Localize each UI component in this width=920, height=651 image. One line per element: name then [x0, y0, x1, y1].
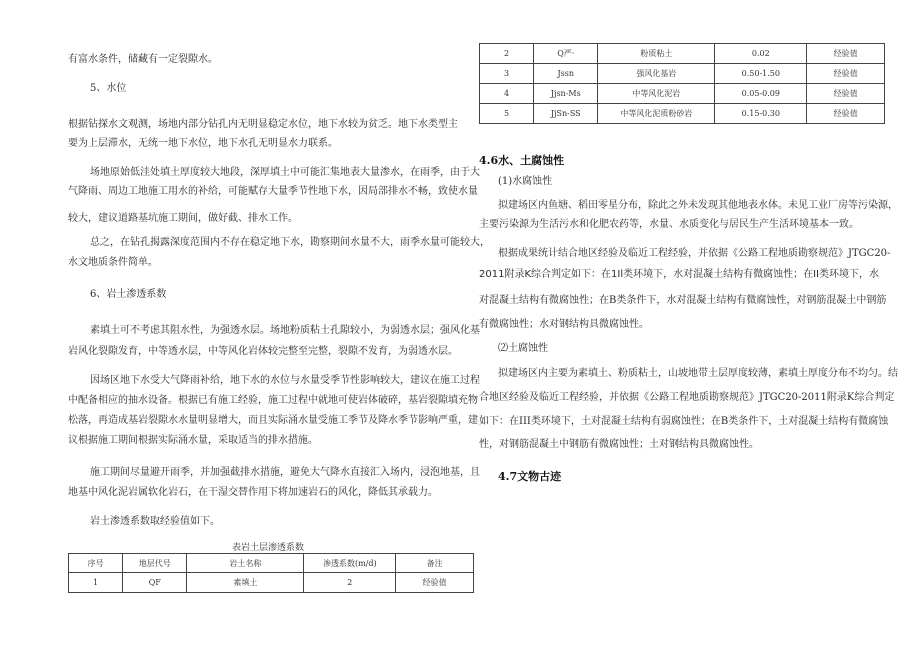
paragraph-line: 地基中风化泥岩属软化岩石，在干湿交替作用下将加速岩石的风化，降低其承载力。 — [68, 487, 438, 498]
paragraph-line: 总之，在钻孔揭露深度范围内不存在稳定地下水，勘察期间水量不大，雨季水量可能较大， — [90, 237, 490, 248]
table-cell: 2 — [304, 573, 396, 593]
table-cell: 素填土 — [187, 573, 304, 593]
paragraph-line: 合地区经验及临近工程经验，并依据《公路工程地质勘察规范》JTGC20-2011附录K综合判定 — [479, 392, 895, 403]
table-cell: 2 — [480, 44, 534, 64]
table-cell: 0.15-0.30 — [715, 104, 807, 124]
paragraph-line: 因场区地下水受大气降雨补给，地下水的水位与水量受季节性影响较大，建议在施工过程 — [90, 375, 480, 386]
paragraph-line: 主要污染源为生活污水和化肥农药等，水量、水质变化与居民生产生活环境基本一致。 — [479, 219, 859, 230]
table-cell: JjSn-SS — [534, 104, 598, 124]
table-cell: 经验值 — [807, 44, 885, 64]
paragraph-line: 水文地质条件简单。 — [68, 257, 158, 268]
paragraph-line: 场地原始低洼处填土厚度较大地段，深厚填土中可能汇集地表大量渗水，在雨季，由于大 — [90, 167, 480, 178]
paragraph-line: 气降雨、周边工地施工用水的补给，可能赋存大量季节性地下水，因局部排水不畅，致使水量 — [68, 186, 478, 197]
permeability-table-part2 — [479, 43, 885, 124]
table-cell: QF — [123, 573, 187, 593]
table-header: 地层代号 — [123, 554, 187, 573]
table-cell: 4 — [480, 84, 534, 104]
table-row — [480, 44, 885, 64]
paragraph-line: 根据成果统计结合地区经验及临近工程经验，并依据《公路工程地质勘察规范》JTGC20- — [498, 248, 891, 259]
table-cell: 经验值 — [807, 64, 885, 84]
paragraph-line: 议根据施工期间根据实际涌水量，采取适当的排水措施。 — [68, 435, 318, 446]
table-cell: 0.50-1.50 — [715, 64, 807, 84]
paragraph-line: 素填土可不考虑其阻水性，为强透水层。场地粉质粘土孔隙较小，为弱透水层；强风化基 — [90, 325, 480, 336]
table-row — [480, 104, 885, 124]
paragraph-line: 2011附录K综合判定如下：在1Il类环境下，水对混凝土结构有微腐蚀性；在II类环境下，水 — [479, 269, 879, 280]
paragraph-line: 施工期间尽量避开雨季，并加强截排水措施，避免大气降水直接汇入场内，浸泡地基，且 — [90, 467, 480, 478]
table-cell: Jjsn-Ms — [534, 84, 598, 104]
section-heading-corrosion: 4.6水、土腐蚀性 — [479, 154, 565, 167]
paragraph-line: 拟建场区内鱼塘、稻田零星分布，除此之外未发现其他地表水体。未见工业厂房等污染源， — [498, 200, 898, 211]
paragraph-line: 拟建场区内主要为素填土、粉质粘土，山坡地带土层厚度较薄，素填土厚度分布不均匀。结 — [498, 368, 898, 379]
table-cell: 中等风化泥质粉砂岩 — [598, 104, 715, 124]
table-cell: 强风化基岩 — [598, 64, 715, 84]
paragraph-line: 有微腐蚀性；水对钢结构具微腐蚀性。 — [479, 319, 649, 330]
table-header: 序号 — [69, 554, 123, 573]
paragraph-line: 松落，再造成基岩裂隙水水量明显增大，而且实际涌水量受施工季节及降水季节影响严重，建 — [68, 415, 478, 426]
table-header: 备注 — [396, 554, 474, 573]
section-heading-cultural-relics: 4.7文物古迹 — [498, 470, 562, 483]
table-header: 岩土名称 — [187, 554, 304, 573]
table-row — [480, 84, 885, 104]
subsection-heading-soil-corrosion: ⑵土腐蚀性 — [498, 343, 548, 354]
table-header: 渗透系数(m/d) — [304, 554, 396, 573]
table-row — [69, 573, 474, 593]
table-row — [480, 64, 885, 84]
table-cell: 经验值 — [396, 573, 474, 593]
paragraph-line: 要为上层滞水，无统一地下水位，地下水孔无明显水力联系。 — [68, 138, 338, 149]
table-cell: 0.02 — [715, 44, 807, 64]
paragraph-line: 较大，建议道路基坑施工期间，做好截、排水工作。 — [68, 213, 298, 224]
permeability-table-part1 — [68, 553, 474, 593]
paragraph-line: 有富水条件，储藏有一定裂隙水。 — [68, 54, 218, 65]
table-cell: 5 — [480, 104, 534, 124]
table-caption: 表岩土层渗透系数 — [232, 543, 305, 553]
table-cell: 经验值 — [807, 84, 885, 104]
table-cell: Q严· — [534, 44, 598, 64]
subsection-heading-water-corrosion: (1)水腐蚀性 — [498, 176, 553, 187]
paragraph-line: 中配备相应的抽水设备。根据已有施工经验，施工过程中就地可使岩体破碎，基岩裂隙填充物 — [68, 395, 478, 406]
table-cell: 中等风化泥岩 — [598, 84, 715, 104]
table-cell: 3 — [480, 64, 534, 84]
table-cell: 1 — [69, 573, 123, 593]
table-cell: 0.05-0.09 — [715, 84, 807, 104]
table-cell: Jssn — [534, 64, 598, 84]
section-heading-permeability: 6、岩土渗透系数 — [90, 289, 167, 300]
paragraph-line: 性，对钢筋混凝土中钢筋有微腐蚀性；土对钢结构具微腐蚀性。 — [479, 439, 759, 450]
paragraph-line: 岩土渗透系数取经验值如下。 — [90, 516, 220, 527]
table-cell: 粉质粘土 — [598, 44, 715, 64]
paragraph-line: 如下：在III类环境下，土对混凝土结构有弱腐蚀性；在B类条件下，土对混凝土结构有微腐蚀 — [479, 416, 889, 427]
table-cell: 经验值 — [807, 104, 885, 124]
paragraph-line: 对混凝土结构有微腐蚀性；在B类条件下，水对混凝土结构有微腐蚀性，对钢筋混凝土中钢筋 — [479, 295, 887, 306]
paragraph-line: 岩风化裂隙发育，中等透水层，中等风化岩体较完整至完整，裂隙不发育，为弱透水层。 — [68, 346, 458, 357]
section-heading-water-level: 5、水位 — [90, 83, 127, 94]
paragraph-line: 根据钻探水文观测，场地内部分钻孔内无明显稳定水位，地下水较为贫乏。地下水类型主 — [68, 119, 458, 130]
